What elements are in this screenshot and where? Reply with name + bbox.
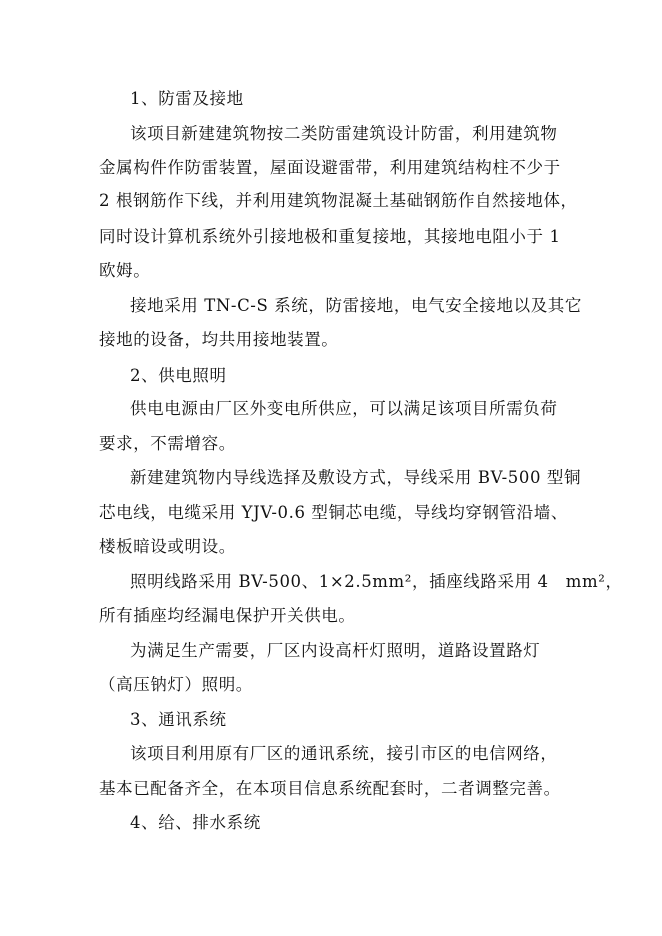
paragraph-line: 2 根钢筋作下线，并利用建筑物混凝土基础钢筋作自然接地体， (99, 191, 578, 210)
paragraph-line: 楼板暗设或明设。 (99, 537, 236, 556)
paragraph-line: 要求，不需增容。 (99, 434, 236, 453)
paragraph-line: 为满足生产需要，厂区内设高杆灯照明，道路设置路灯 (130, 641, 541, 660)
paragraph-line: 所有插座均经漏电保护开关供电。 (99, 606, 356, 625)
paragraph-line: 基本已配备齐全，在本项目信息系统配套时，二者调整完善。 (99, 779, 561, 798)
section-heading-communication: 3、通讯系统 (130, 710, 227, 729)
paragraph-line: 该项目新建建筑物按二类防雷建筑设计防雷，利用建筑物 (130, 124, 558, 143)
paragraph-line: 照明线路采用 BV-500、1×2.5mm²，插座线路采用 4 mm²， (130, 572, 623, 591)
paragraph-line: 金属构件作防雷装置，屋面设避雷带，利用建筑结构柱不少于 (99, 158, 561, 177)
paragraph-line: 接地采用 TN-C-S 系统，防雷接地，电气安全接地以及其它 (130, 296, 583, 315)
section-heading-water-drainage: 4、给、排水系统 (130, 813, 261, 832)
paragraph-line: 该项目利用原有厂区的通讯系统，接引市区的电信网络， (130, 744, 558, 763)
paragraph-line: 芯电线，电缆采用 YJV-0.6 型铜芯电缆，导线均穿钢管沿墙、 (99, 503, 568, 522)
section-heading-power-lighting: 2、供电照明 (130, 366, 227, 385)
section-heading-lightning-grounding: 1、防雷及接地 (130, 89, 244, 108)
paragraph-line: 新建建筑物内导线选择及敷设方式，导线采用 BV-500 型铜 (130, 468, 582, 487)
paragraph-line: （高压钠灯）照明。 (99, 675, 253, 694)
paragraph-line: 欧姆。 (99, 261, 151, 280)
paragraph-line: 同时设计算机系统外引接地极和重复接地，其接地电阻小于 1 (99, 227, 561, 246)
paragraph-line: 供电电源由厂区外变电所供应，可以满足该项目所需负荷 (130, 399, 558, 418)
paragraph-line: 接地的设备，均共用接地装置。 (99, 330, 339, 349)
